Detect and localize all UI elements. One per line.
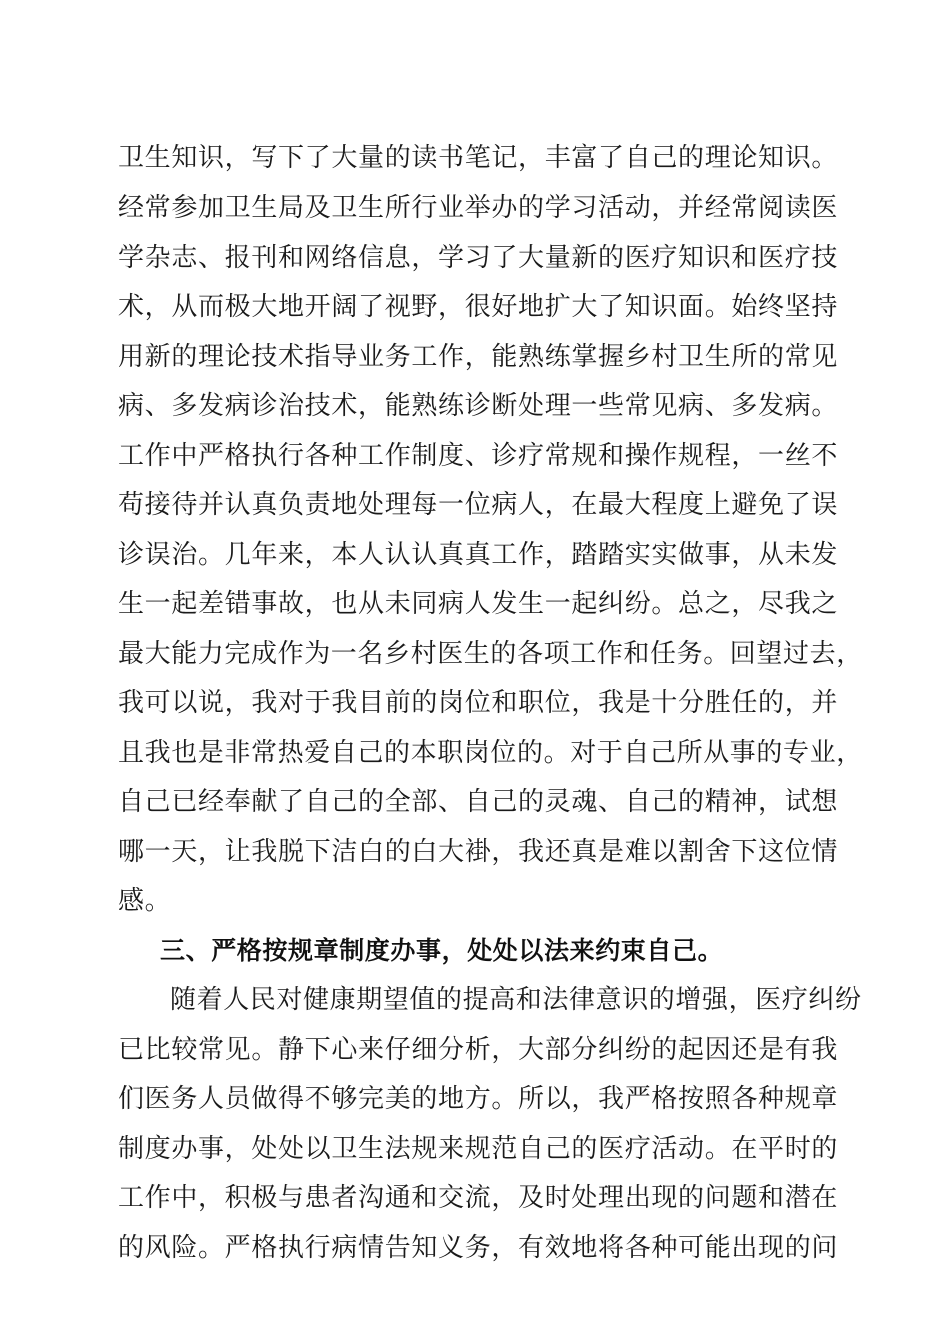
text-line: 卫生知识，写下了大量的读书笔记，丰富了自己的理论知识。 [118,143,838,173]
text-line: 且我也是非常热爱自己的本职岗位的。对于自己所从事的专业， [118,738,863,768]
text-line: 制度办事，处处以卫生法规来规范自己的医疗活动。在平时的 [118,1134,838,1164]
text-line: 用新的理论技术指导业务工作，能熟练掌握乡村卫生所的常见 [118,342,838,372]
text-line: 我可以说，我对于我目前的岗位和职位，我是十分胜任的，并 [118,688,838,718]
text-line: 随着人民对健康期望值的提高和法律意识的增强，医疗纠纷 [170,985,862,1015]
text-line: 自己已经奉献了自己的全部、自己的灵魂、自己的精神，试想 [118,787,838,817]
text-line: 工作中，积极与患者沟通和交流，及时处理出现的问题和潜在 [118,1183,838,1213]
section-heading: 三、严格按规章制度办事，处处以法来约束自己。 [160,936,724,965]
text-line: 已比较常见。静下心来仔细分析，大部分纠纷的起因还是有我 [118,1035,838,1065]
text-line: 生一起差错事故，也从未同病人发生一起纠纷。总之，尽我之 [118,589,838,619]
text-line: 的风险。严格执行病情告知义务，有效地将各种可能出现的问 [118,1233,838,1263]
text-line: 病、多发病诊治技术，能熟练诊断处理一些常见病、多发病。 [118,391,838,421]
text-line: 苟接待并认真负责地处理每一位病人，在最大程度上避免了误 [118,490,838,520]
text-line: 诊误治。几年来，本人认认真真工作，踏踏实实做事，从未发 [118,540,838,570]
text-line: 术，从而极大地开阔了视野，很好地扩大了知识面。始终坚持 [118,292,838,322]
text-line: 工作中严格执行各种工作制度、诊疗常规和操作规程，一丝不 [118,441,838,471]
text-line: 学杂志、报刊和网络信息，学习了大量新的医疗知识和医疗技 [118,243,838,273]
text-line: 经常参加卫生局及卫生所行业举办的学习活动，并经常阅读医 [118,193,838,223]
text-line: 感。 [118,886,172,916]
text-line: 们医务人员做得不够完美的地方。所以，我严格按照各种规章 [118,1084,838,1114]
text-line: 哪一天，让我脱下洁白的白大褂，我还真是难以割舍下这位情 [118,837,838,867]
text-line: 最大能力完成作为一名乡村医生的各项工作和任务。回望过去， [118,639,863,669]
